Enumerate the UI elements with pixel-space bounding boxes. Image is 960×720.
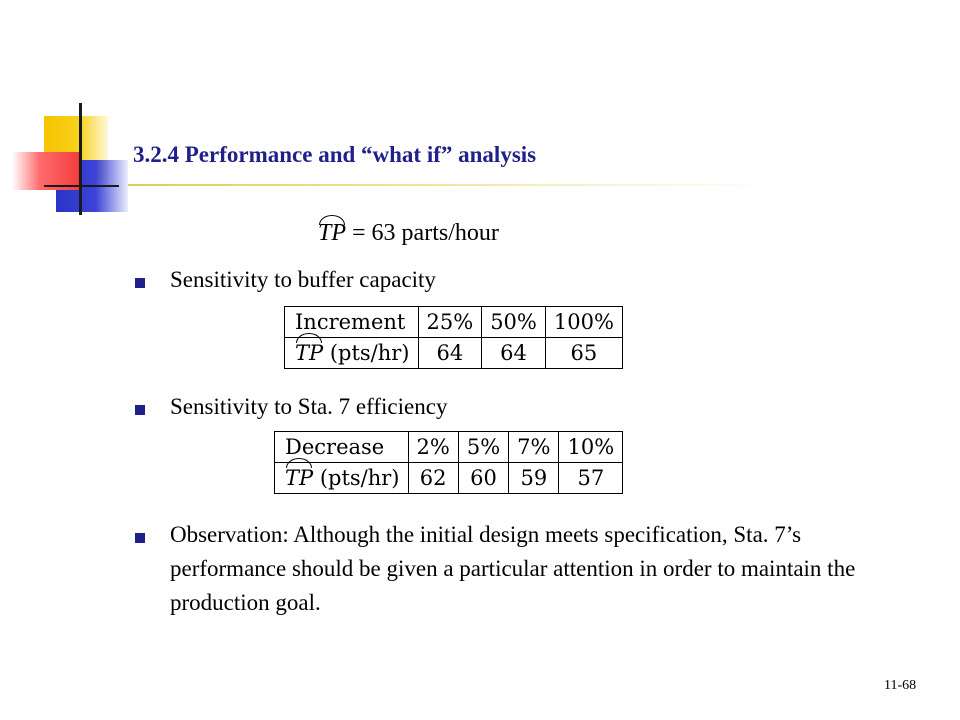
bullet-square-icon	[135, 278, 145, 288]
bullet-square-icon	[135, 405, 145, 415]
table-row	[275, 432, 623, 463]
table-header-cell: 2%	[408, 432, 458, 463]
bullet-square-icon	[135, 533, 145, 543]
table-row-label	[275, 463, 409, 494]
table-header-cell: 7%	[509, 432, 559, 463]
table-row	[285, 307, 623, 338]
table-header-cell: 25%	[418, 307, 482, 338]
buffer-sensitivity-table	[284, 306, 623, 369]
table-cell: 64	[482, 338, 546, 369]
throughput-value: = 63 parts/hour	[346, 220, 499, 246]
bullet-observation: Observation: Although the initial design meets specification, Sta. 7’s performance should be given a particular attention in order to maintain the production goal.	[170, 522, 856, 615]
row-unit: (pts/hr)	[313, 466, 400, 490]
table-row	[275, 463, 623, 494]
title-underline	[128, 184, 778, 186]
table-header-cell: 10%	[559, 432, 623, 463]
table-cell: 62	[408, 463, 458, 494]
slide-number: 11-68	[884, 678, 917, 693]
tp-hat-symbol: TP	[318, 220, 347, 246]
table-cell: 65	[545, 338, 622, 369]
bullet-sta7-efficiency: Sensitivity to Sta. 7 efficiency	[170, 394, 448, 419]
decor-horizontal-line	[44, 185, 119, 187]
tp-hat-symbol: TP	[295, 338, 323, 368]
table-cell: 64	[418, 338, 482, 369]
efficiency-sensitivity-table	[274, 431, 623, 494]
table-cell: 57	[559, 463, 623, 494]
table-header-cell: 50%	[482, 307, 546, 338]
table-header-label: Decrease	[275, 432, 409, 463]
decor-vertical-line	[79, 103, 82, 215]
slide-title: 3.2.4 Performance and “what if” analysis	[133, 142, 537, 167]
tp-hat-symbol: TP	[285, 463, 313, 493]
table-cell: 60	[458, 463, 508, 494]
bullet-buffer-capacity: Sensitivity to buffer capacity	[170, 267, 436, 292]
table-row	[285, 338, 623, 369]
table-header-label: Increment	[285, 307, 419, 338]
table-header-cell: 100%	[545, 307, 622, 338]
row-unit: (pts/hr)	[323, 341, 410, 365]
table-row-label	[285, 338, 419, 369]
table-header-cell: 5%	[458, 432, 508, 463]
table-cell: 59	[509, 463, 559, 494]
throughput-formula	[318, 220, 499, 247]
